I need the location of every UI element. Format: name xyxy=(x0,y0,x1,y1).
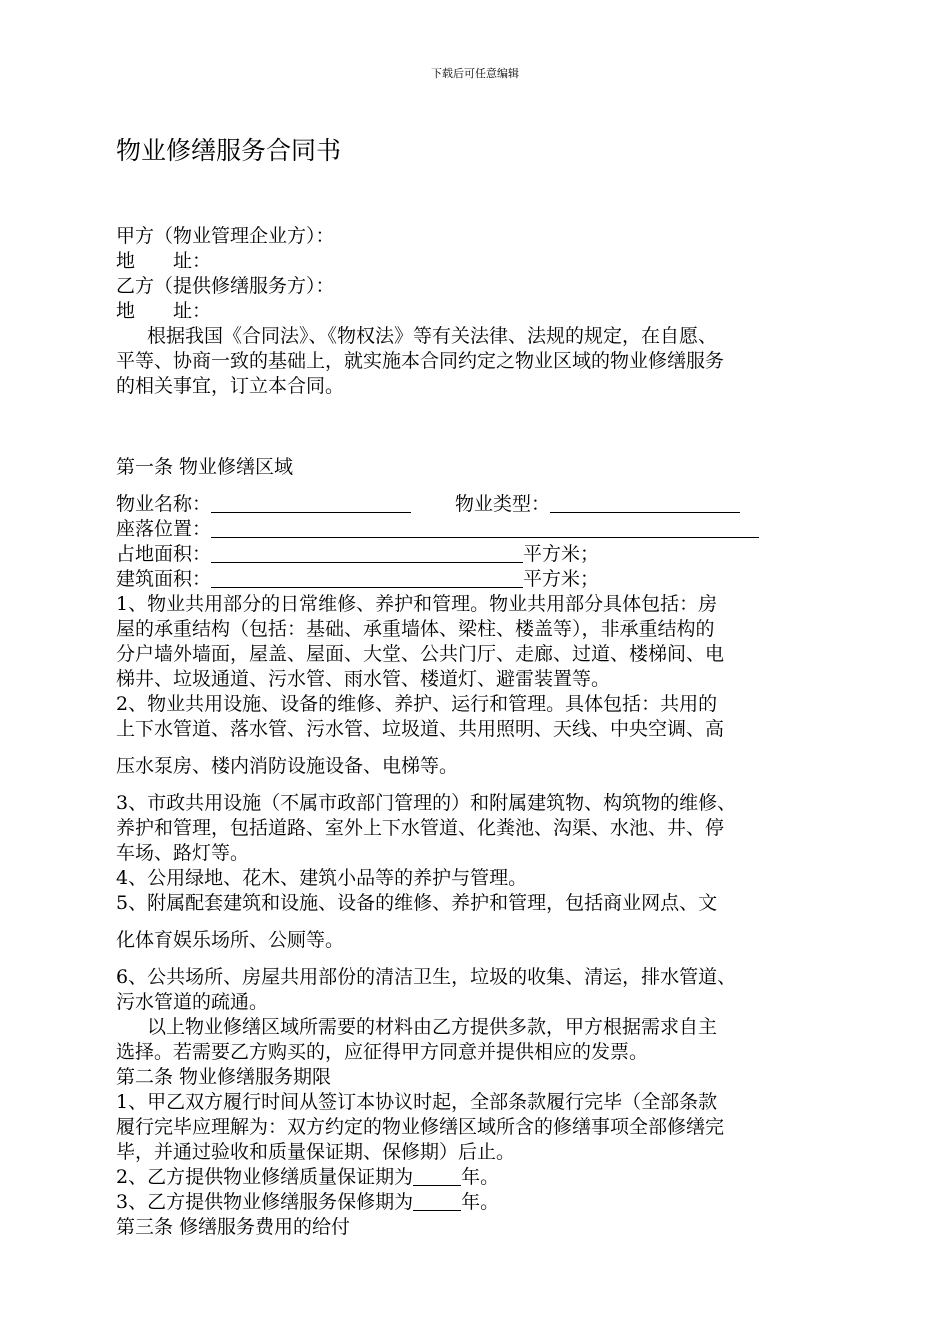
warranty-period-row xyxy=(116,1165,838,1190)
property-name-blank[interactable] xyxy=(211,493,411,513)
warranty-year-suffix: 年。 xyxy=(461,1166,500,1188)
land-area-unit: 平方米； xyxy=(523,543,600,565)
materials-line: 以上物业修缮区域所需要的材料由乙方提供多款，甲方根据需求自主 xyxy=(147,1016,718,1038)
warranty-years-blank[interactable] xyxy=(413,1166,461,1186)
article2-item1-line: 履行完毕应理解为：双方约定的物业修缮区域所含的修缮事项全部修缮完 xyxy=(116,1116,725,1138)
property-name-row xyxy=(116,492,838,517)
preamble-line: 平等、协商一致的基础上，就实施本合同约定之物业区域的物业修缮服务 xyxy=(116,350,725,372)
maintenance-period-label: 3、乙方提供物业修缮服务保修期为 xyxy=(116,1191,414,1213)
party-a-label: 甲方（物业管理企业方）： xyxy=(116,225,335,247)
maintenance-years-blank[interactable] xyxy=(413,1191,461,1211)
article2-heading: 第二条 物业修缮服务期限 xyxy=(116,1066,332,1088)
article1-item1-line: 1、物业共用部分的日常维修、养护和管理。物业共用部分具体包括：房 xyxy=(116,593,718,615)
article3-heading: 第三条 修缮服务费用的给付 xyxy=(116,1216,351,1238)
building-area-unit: 平方米； xyxy=(523,568,600,590)
warranty-period-label: 2、乙方提供物业修缮质量保证期为 xyxy=(116,1166,414,1188)
article1-item2-line: 上下水管道、落水管、污水管、垃圾道、共用照明、天线、中央空调、高 xyxy=(116,718,725,740)
land-area-row xyxy=(116,542,838,567)
article1-heading: 第一条 物业修缮区域 xyxy=(116,456,294,478)
article1-item3-line: 3、市政共用设施（不属市政部门管理的）和附属建筑物、构筑物的维修、 xyxy=(116,792,737,814)
article1-item3-line: 车场、路灯等。 xyxy=(116,842,250,864)
preamble-line: 的相关事宜，订立本合同。 xyxy=(116,375,345,397)
article2-item1-line: 毕，并通过验收和质量保证期、保修期）后止。 xyxy=(116,1141,516,1163)
maintenance-year-suffix: 年。 xyxy=(461,1191,500,1213)
article1-item6-line: 污水管道的疏通。 xyxy=(116,991,269,1013)
property-name-label: 物业名称： xyxy=(116,493,212,515)
article1-item5-line: 化体育娱乐场所、公厕等。 xyxy=(116,929,345,951)
article1-item4: 4、公用绿地、花木、建筑小品等的养护与管理。 xyxy=(116,867,528,889)
building-area-label: 建筑面积： xyxy=(116,568,212,590)
land-area-blank[interactable] xyxy=(211,543,523,563)
header-note: 下载后可任意编辑 xyxy=(431,67,519,80)
article1-item3-line: 养护和管理，包括道路、室外上下水管道、化粪池、沟渠、水池、井、停 xyxy=(116,817,725,839)
materials-line: 选择。若需要乙方购买的，应征得甲方同意并提供相应的发票。 xyxy=(116,1041,649,1063)
property-type-blank[interactable] xyxy=(550,493,740,513)
article1-item2-line: 2、物业共用设施、设备的维修、养护、运行和管理。具体包括：共用的 xyxy=(116,693,718,715)
land-area-label: 占地面积： xyxy=(116,543,212,565)
building-area-blank[interactable] xyxy=(211,568,523,588)
location-label: 座落位置： xyxy=(116,518,212,540)
document-body xyxy=(116,224,838,1240)
preamble-line: 根据我国《合同法》、《物权法》等有关法律、法规的规定，在自愿、 xyxy=(147,325,718,347)
building-area-row xyxy=(116,567,838,592)
party-b-label: 乙方（提供修缮服务方）： xyxy=(116,275,335,297)
party-b-address-label: 地 址： xyxy=(116,300,212,322)
article1-item2-line: 压水泵房、楼内消防设施设备、电梯等。 xyxy=(116,755,459,777)
article1-item1-line: 梯井、垃圾通道、污水管、雨水管、楼道灯、避雷装置等。 xyxy=(116,668,611,690)
party-a-address-label: 地 址： xyxy=(116,250,212,272)
article1-item6-line: 6、公共场所、房屋共用部份的清洁卫生，垃圾的收集、清运，排水管道、 xyxy=(116,966,737,988)
article1-item5-line: 5、附属配套建筑和设施、设备的维修、养护和管理，包括商业网点、文 xyxy=(116,892,718,914)
property-type-label: 物业类型： xyxy=(455,493,551,515)
location-row xyxy=(116,517,838,542)
article2-item1-line: 1、甲乙双方履行时间从签订本协议时起，全部条款履行完毕（全部条款 xyxy=(116,1091,718,1113)
document-title: 物业修缮服务合同书 xyxy=(116,136,342,165)
article1-item1-line: 分户墙外墙面，屋盖、屋面、大堂、公共门厅、走廊、过道、楼梯间、电 xyxy=(116,643,725,665)
maintenance-period-row xyxy=(116,1190,838,1215)
location-blank[interactable] xyxy=(211,518,759,538)
article1-item1-line: 屋的承重结构（包括：基础、承重墙体、梁柱、楼盖等），非承重结构的 xyxy=(116,618,715,640)
